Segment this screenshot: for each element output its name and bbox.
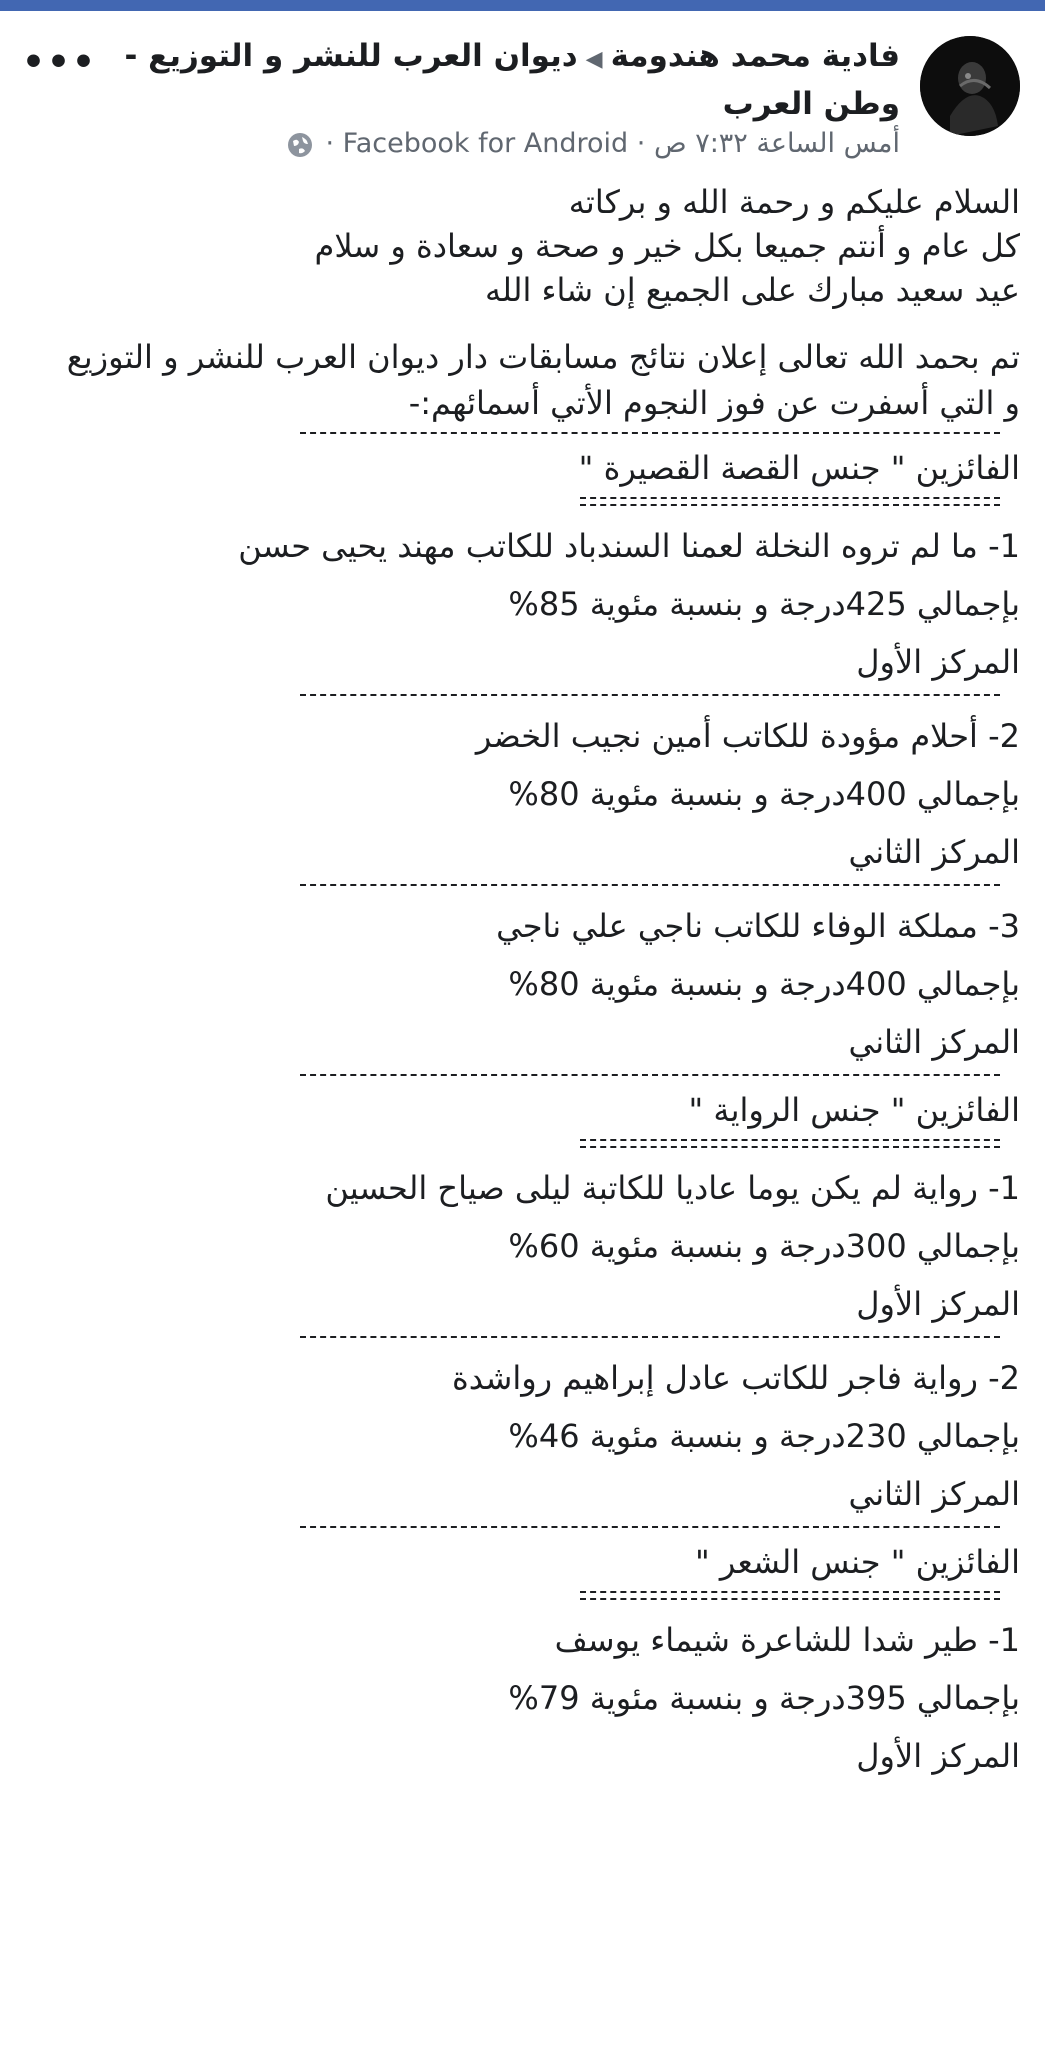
post-time[interactable]: أمس الساعة ٧:٣٢ ص	[653, 128, 900, 159]
double-divider	[580, 496, 1000, 506]
winner-name: 1- رواية لم يكن يوما عاديا للكاتبة ليلى صياح الحسين	[325, 1169, 1020, 1207]
dashed-divider	[300, 694, 1000, 696]
author-name[interactable]: فادية محمد هندومة	[610, 38, 900, 74]
intro-block	[20, 334, 1020, 426]
dashed-divider	[300, 1074, 1000, 1076]
meta-dot: ·	[316, 128, 335, 159]
post-meta	[290, 124, 900, 164]
dashed-divider	[300, 1336, 1000, 1338]
more-options-icon[interactable]: •••	[22, 42, 98, 83]
post-source: Facebook for Android	[342, 128, 629, 159]
avatar[interactable]	[920, 36, 1020, 136]
intro-line: تم بحمد الله تعالى إعلان نتائج مسابقات دار ديوان العرب للنشر و التوزيع	[66, 338, 1020, 376]
post-body	[20, 180, 1020, 1778]
top-bar	[0, 0, 1045, 11]
winner-name: 2- أحلام مؤودة للكاتب أمين نجيب الخضر	[475, 717, 1020, 755]
double-divider	[580, 1138, 1000, 1148]
winner-score: بإجمالي 425درجة و بنسبة مئوية 85%	[508, 585, 1020, 623]
winner-score: بإجمالي 400درجة و بنسبة مئوية 80%	[508, 775, 1020, 813]
winner-rank: المركز الأول	[856, 643, 1020, 681]
winner-score: بإجمالي 230درجة و بنسبة مئوية 46%	[508, 1417, 1020, 1455]
dashed-divider	[300, 1526, 1000, 1528]
meta-dot: ·	[628, 128, 646, 159]
winner-rank: المركز الثاني	[848, 1023, 1020, 1061]
winner-name: 3- مملكة الوفاء للكاتب ناجي علي ناجي	[496, 907, 1020, 945]
winner-score: بإجمالي 300درجة و بنسبة مئوية 60%	[508, 1227, 1020, 1265]
arrow-left-icon: ◀	[585, 47, 603, 72]
winner-rank: المركز الأول	[856, 1285, 1020, 1323]
greeting-block	[20, 180, 1020, 312]
dashed-divider	[300, 884, 1000, 886]
dashed-divider	[300, 432, 1000, 434]
section-title: الفائزين " جنس الشعر "	[694, 1543, 1020, 1581]
greeting-line: السلام عليكم و رحمة الله و بركاته	[568, 183, 1020, 221]
post-header	[120, 34, 900, 127]
intro-line: و التي أسفرت عن فوز النجوم الأتي أسمائهم:-	[408, 384, 1020, 422]
greeting-line: عيد سعيد مبارك على الجميع إن شاء الله	[484, 271, 1020, 309]
winner-name: 2- رواية فاجر للكاتب عادل إبراهيم رواشدة	[451, 1359, 1020, 1397]
winner-rank: المركز الثاني	[848, 1475, 1020, 1513]
double-divider	[580, 1590, 1000, 1600]
globe-icon	[287, 132, 313, 158]
winner-score: بإجمالي 400درجة و بنسبة مئوية 80%	[508, 965, 1020, 1003]
section-title: الفائزين " جنس القصة القصيرة "	[578, 449, 1020, 487]
greeting-line: كل عام و أنتم جميعا بكل خير و صحة و سعادة و سلام	[314, 227, 1020, 265]
winner-name: 1- ما لم تروه النخلة لعمنا السندباد للكاتب مهند يحيى حسن	[238, 527, 1020, 565]
winner-score: بإجمالي 395درجة و بنسبة مئوية 79%	[508, 1679, 1020, 1717]
group-name[interactable]: ديوان العرب للنشر و التوزيع - وطن العرب	[124, 38, 900, 122]
winner-rank: المركز الأول	[856, 1737, 1020, 1775]
winner-rank: المركز الثاني	[848, 833, 1020, 871]
section-title: الفائزين " جنس الرواية "	[688, 1091, 1020, 1129]
winner-name: 1- طير شدا للشاعرة شيماء يوسف	[554, 1621, 1020, 1659]
